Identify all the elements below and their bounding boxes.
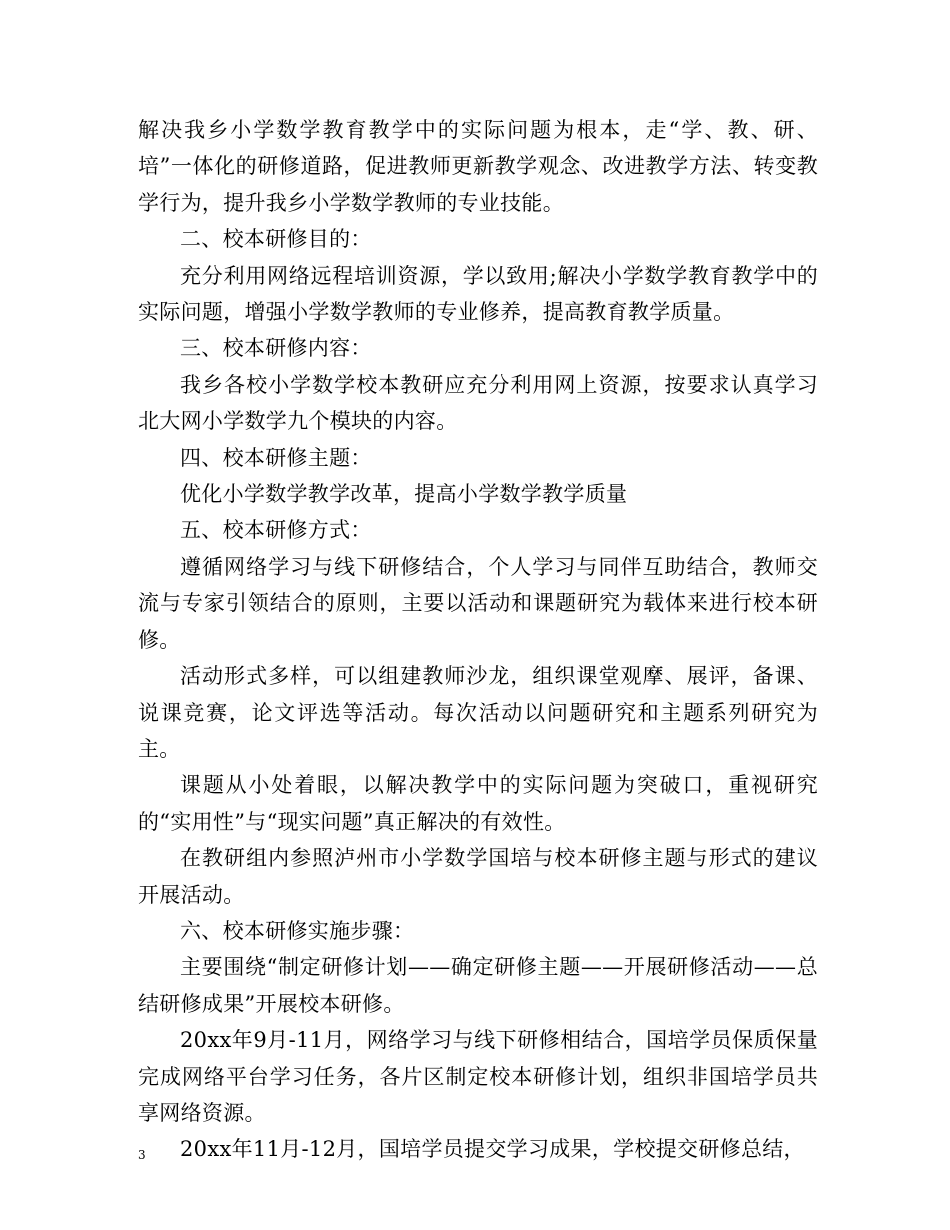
paragraph-content: 我乡各校小学数学校本教研应充分利用网上资源，按要求认真学习北大网小学数学九个模块的内容。	[138, 372, 818, 434]
paragraph-step-sep-nov: 20xx年9月-11月，网络学习与线下研修相结合，国培学员保质保量完成网络平台学习任务，各片区制定校本研修计划，组织非国培学员共享网络资源。	[138, 1028, 818, 1125]
paragraph-teaching-group: 在教研组内参照泸州市小学数学国培与校本研修主题与形式的建议开展活动。	[138, 846, 818, 907]
section-heading-method: 五、校本研修方式：	[180, 518, 372, 543]
paragraph-purpose: 充分利用网络远程培训资源，学以致用;解决小学数学教育教学中的实际问题，增强小学数学教师的专业修养，提高教育教学质量。	[138, 263, 818, 325]
page-number: 3	[138, 1148, 146, 1162]
paragraph-method: 遵循网络学习与线下研修结合，个人学习与同伴互助结合，教师交流与专家引领结合的原则，主要以活动和课题研究为载体来进行校本研修。	[138, 554, 818, 652]
section-heading-content: 三、校本研修内容：	[180, 336, 372, 361]
section-heading-theme: 四、校本研修主题：	[180, 445, 372, 470]
paragraph-steps: 主要围绕“制定研修计划——确定研修主题——开展研修活动——总结研修成果”开展校本研修。	[138, 955, 818, 1016]
section-heading-steps: 六、校本研修实施步骤：	[180, 918, 415, 943]
section-heading-purpose: 二、校本研修目的：	[180, 227, 372, 252]
paragraph-research-topics: 课题从小处着眼，以解决教学中的实际问题为突破口，重视研究的“实用性”与“现实问题”真正解决的有效性。	[138, 773, 818, 834]
paragraph-activities: 活动形式多样，可以组建教师沙龙，组织课堂观摩、展评，备课、说课竞赛，论文评选等活动。每次活动以问题研究和主题系列研究为主。	[138, 664, 818, 761]
paragraph-intro-continuation: 解决我乡小学数学教育教学中的实际问题为根本，走“学、教、研、培”一体化的研修道路，促进教师更新教学观念、改进教学方法、转变教学行为，提升我乡小学数学教师的专业技能。	[138, 118, 818, 215]
document-body	[138, 112, 818, 1168]
paragraph-theme: 优化小学数学教学改革，提高小学数学教学质量	[180, 482, 628, 507]
paragraph-step-nov-dec: 20xx年11月-12月，国培学员提交学习成果，学校提交研修总结，	[180, 1137, 805, 1162]
